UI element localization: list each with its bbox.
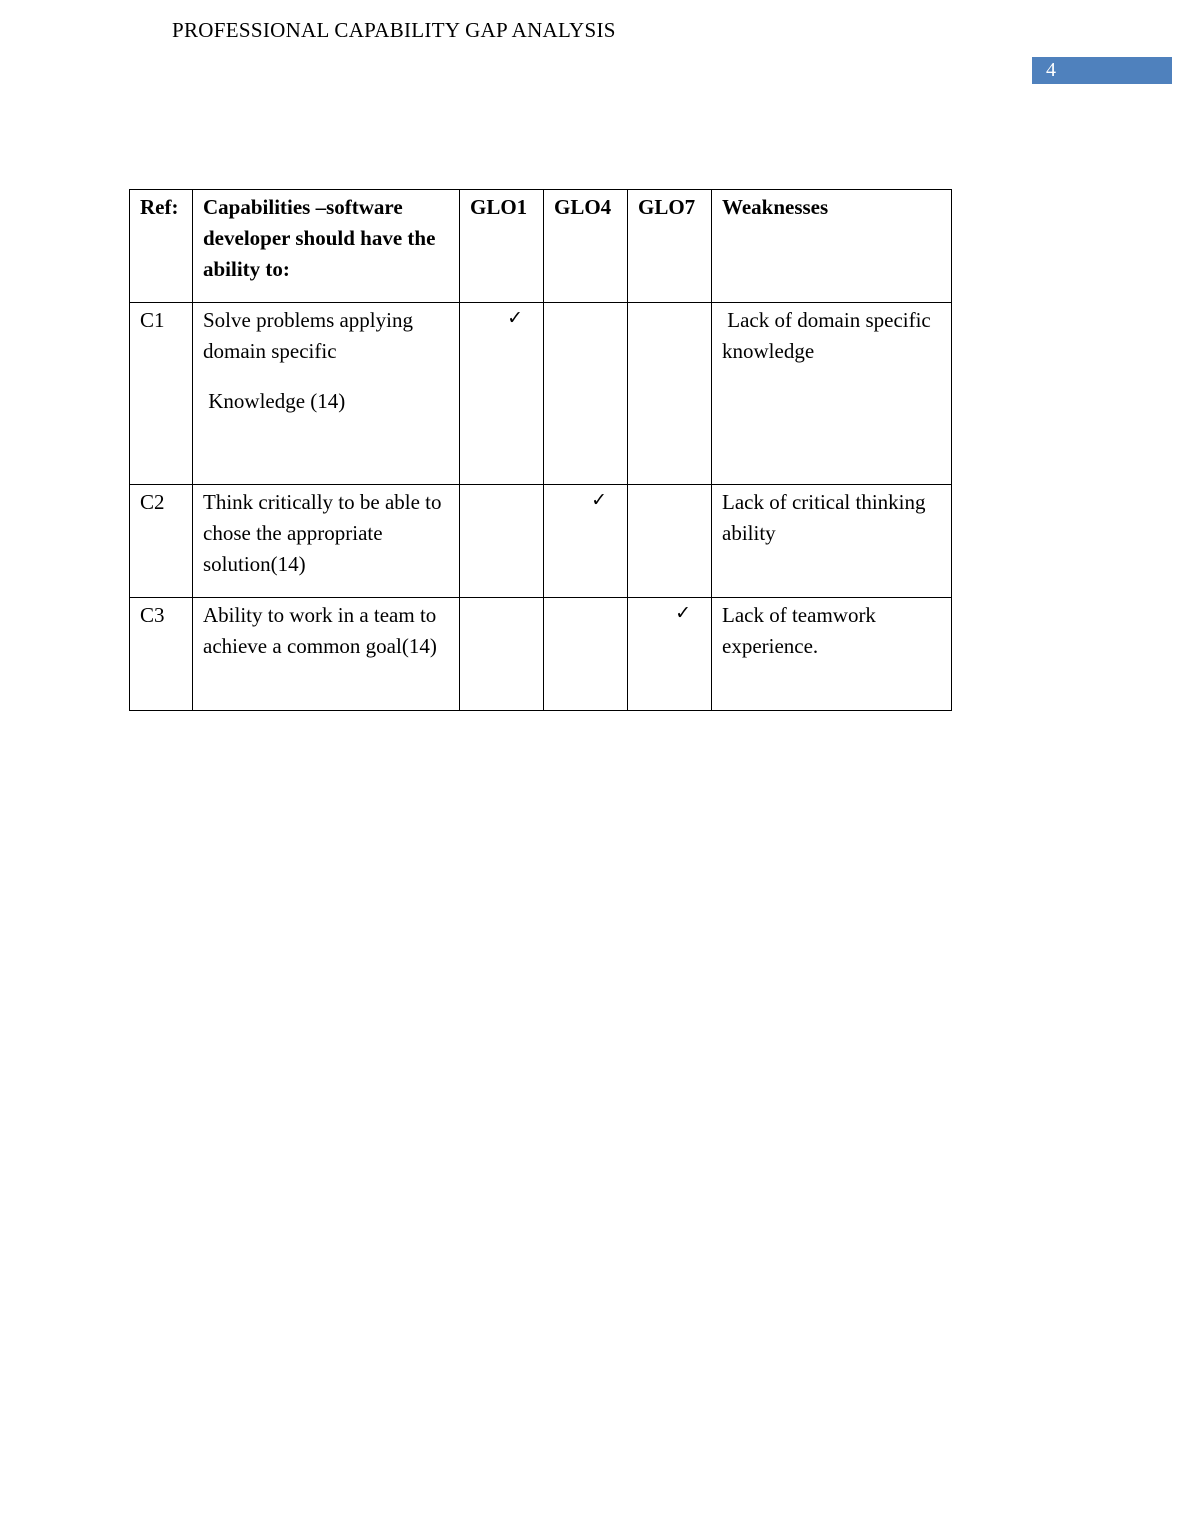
check-icon: ✓ xyxy=(591,489,607,511)
cell-glo7 xyxy=(628,303,712,485)
cell-ref: C1 xyxy=(130,303,193,485)
table-row xyxy=(130,303,952,485)
cell-weakness: Lack of teamwork experience. xyxy=(712,598,952,711)
cell-ref: C3 xyxy=(130,598,193,711)
cell-glo4 xyxy=(544,303,628,485)
cell-weakness: Lack of critical thinking ability xyxy=(712,485,952,598)
column-header-glo4: GLO4 xyxy=(544,190,628,303)
cell-capability xyxy=(193,303,460,485)
column-header-ref: Ref: xyxy=(130,190,193,303)
table-row xyxy=(130,598,952,711)
column-header-glo7: GLO7 xyxy=(628,190,712,303)
cell-glo1 xyxy=(460,485,544,598)
table-row xyxy=(130,485,952,598)
cell-glo1 xyxy=(460,303,544,485)
cell-glo7 xyxy=(628,598,712,711)
cell-glo4 xyxy=(544,485,628,598)
cell-glo7 xyxy=(628,485,712,598)
check-icon: ✓ xyxy=(675,602,691,624)
column-header-glo1: GLO1 xyxy=(460,190,544,303)
check-icon: ✓ xyxy=(507,307,523,329)
cell-glo1 xyxy=(460,598,544,711)
column-header-weaknesses: Weaknesses xyxy=(712,190,952,303)
column-header-capabilities: Capabilities –software developer should have the ability to: xyxy=(193,190,460,303)
cell-weakness: Lack of domain specific knowledge xyxy=(712,303,952,485)
cell-capability: Ability to work in a team to achieve a common goal(14) xyxy=(193,598,460,711)
capability-gap-table xyxy=(129,189,952,711)
cell-capability: Think critically to be able to chose the appropriate solution(14) xyxy=(193,485,460,598)
cell-glo4 xyxy=(544,598,628,711)
running-head-title: PROFESSIONAL CAPABILITY GAP ANALYSIS xyxy=(172,18,616,42)
capability-text-continued: Knowledge (14) xyxy=(203,389,346,413)
cell-ref: C2 xyxy=(130,485,193,598)
page-number: 4 xyxy=(1032,57,1172,84)
capability-text: Solve problems applying domain specific xyxy=(203,308,413,363)
table-header-row xyxy=(130,190,952,303)
